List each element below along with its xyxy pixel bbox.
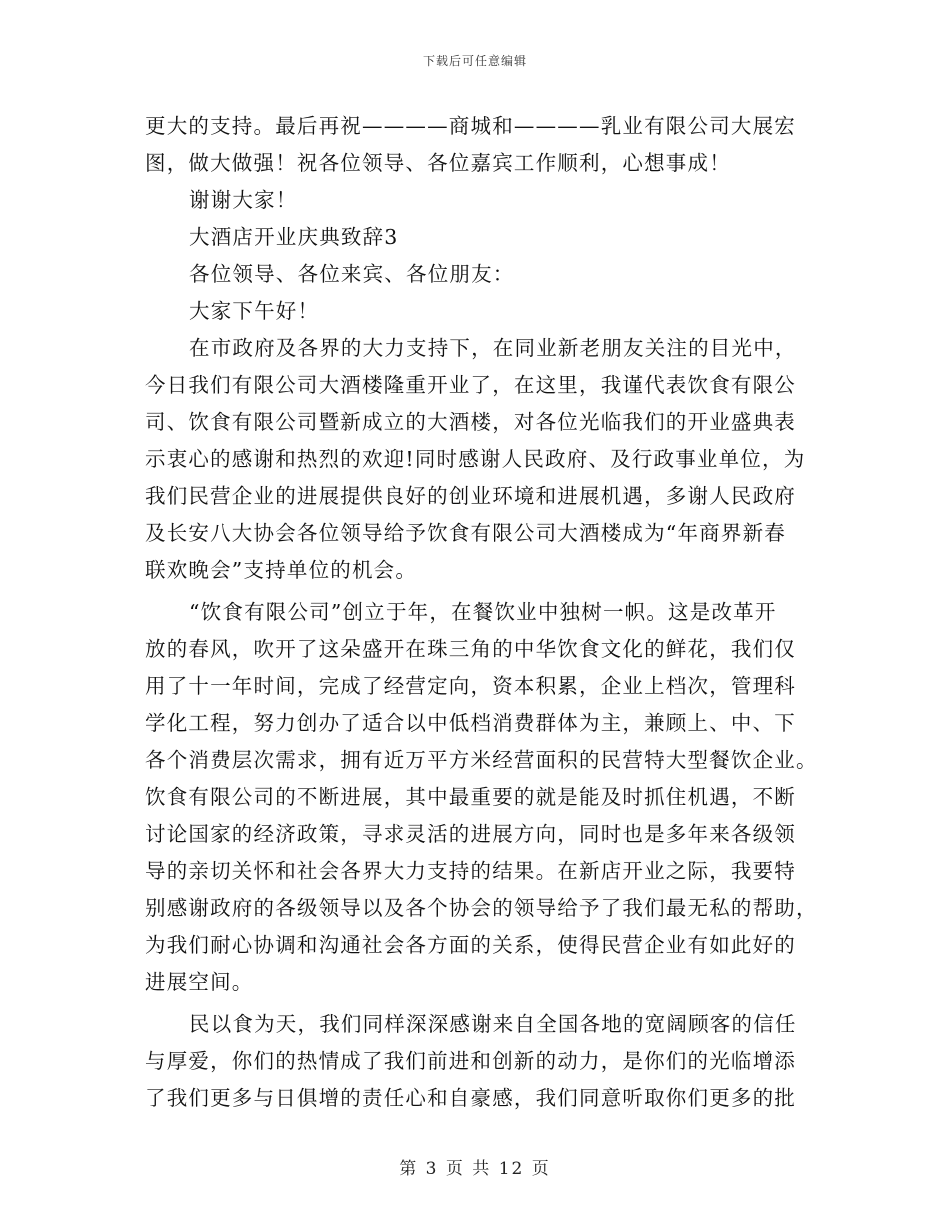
text-line: 示衷心的感谢和热烈的欢迎!同时感谢人民政府、及行政事业单位，为	[145, 447, 806, 471]
section-title: 大酒店开业庆典致辞3	[189, 225, 399, 249]
salutation-line: 各位领导、各位来宾、各位朋友：	[189, 262, 515, 286]
page-header: 下载后可任意编辑	[422, 54, 527, 68]
thanks-line: 谢谢大家！	[189, 188, 298, 212]
text-line: 放的春风，吹开了这朵盛开在珠三角的中华饮食文化的鲜花，我们仅	[145, 637, 796, 661]
page-number: 第 3 页 共 12 页	[399, 1159, 551, 1179]
text-line: 司、饮食有限公司暨新成立的大酒楼，对各位光临我们的开业盛典表	[145, 410, 796, 434]
text-line: 图，做大做强！祝各位领导、各位嘉宾工作顺利，心想事成！	[145, 151, 731, 175]
text-line: 进展空间。	[145, 970, 254, 994]
text-line: 用了十一年时间，完成了经营定向，资本积累，企业上档次，管理科	[145, 674, 796, 698]
text-line: 民以食为天，我们同样深深感谢来自全国各地的宽阔顾客的信任	[189, 1012, 797, 1036]
text-line: 别感谢政府的各级领导以及各个协会的领导给予了我们最无私的帮助，	[145, 896, 818, 920]
text-line: 为我们耐心协调和沟通社会各方面的关系，使得民营企业有如此好的	[145, 933, 796, 957]
paragraph-company-history	[145, 594, 818, 1001]
text-line: 更大的支持。最后再祝————商城和————乳业有限公司大展宏	[145, 114, 796, 138]
paragraph-closing-wishes	[145, 108, 805, 182]
text-line: 我们民营企业的进展提供良好的创业环境和进展机遇，多谢人民政府	[145, 484, 796, 508]
text-line: 与厚爱，你们的热情成了我们前进和创新的动力，是你们的光临增添	[145, 1049, 796, 1073]
document-body	[145, 108, 818, 1117]
text-line: 学化工程，努力创办了适合以中低档消费群体为主，兼顾上、中、下	[145, 711, 796, 735]
text-line: 今日我们有限公司大酒楼隆重开业了，在这里，我谨代表饮食有限公	[145, 373, 796, 397]
text-line: 各个消费层次需求，拥有近万平方米经营面积的民营特大型餐饮企业。	[145, 748, 818, 772]
text-line: 及长安八大协会各位领导给予饮食有限公司大酒楼成为“年商界新春	[145, 521, 786, 545]
greeting-line: 大家下午好！	[189, 299, 320, 323]
text-line: 在市政府及各界的大力支持下，在同业新老朋友关注的目光中，	[189, 336, 797, 360]
paragraph-customer-thanks	[145, 1006, 805, 1117]
text-line: “饮食有限公司”创立于年，在餐饮业中独树一帜。这是改革开	[189, 600, 777, 624]
text-line: 导的亲切关怀和社会各界大力支持的结果。在新店开业之际，我要特	[145, 859, 796, 883]
text-line: 饮食有限公司的不断进展，其中最重要的就是能及时抓住机遇，不断	[145, 785, 796, 809]
text-line: 联欢晚会”支持单位的机会。	[145, 558, 418, 582]
paragraph-opening	[145, 330, 805, 589]
text-line: 讨论国家的经济政策，寻求灵活的进展方向，同时也是多年来各级领	[145, 822, 796, 846]
text-line: 了我们更多与日俱增的责任心和自豪感，我们同意听取你们更多的批	[145, 1086, 796, 1110]
